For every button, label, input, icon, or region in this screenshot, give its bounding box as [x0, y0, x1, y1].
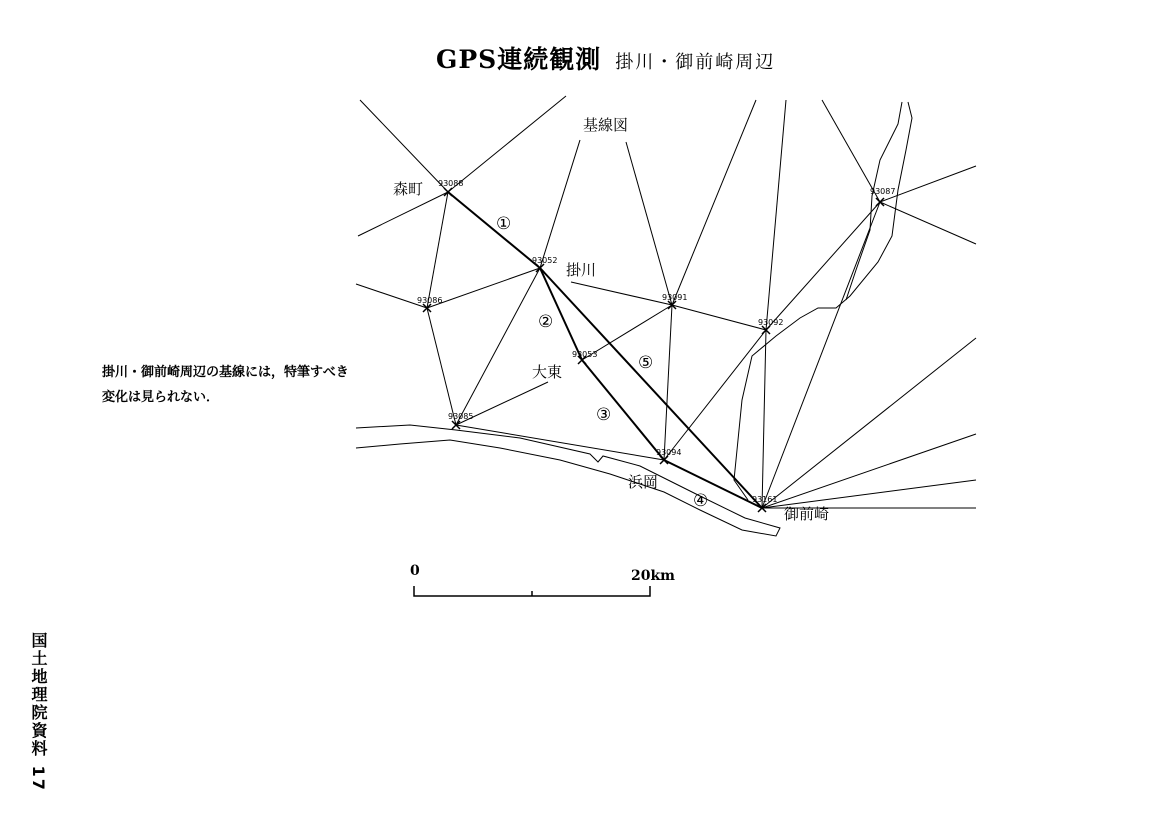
- map-caption: 基線図: [583, 116, 629, 134]
- note-line-2: 変化は見られない．: [102, 390, 220, 405]
- station-id-93053: 93053: [572, 350, 598, 359]
- station-id-93091: 93091: [662, 293, 688, 302]
- coastline: [356, 102, 912, 536]
- place-hamaoka: 浜岡: [628, 473, 659, 491]
- place-kakegawa: 掛川: [566, 261, 597, 279]
- scale-bar: [410, 563, 675, 596]
- observation-note: [102, 360, 349, 410]
- baseline-label-2: ②: [538, 312, 554, 332]
- scale-zero: 0: [410, 563, 420, 579]
- station-marker-93087: [876, 198, 884, 206]
- place-morimachi: 森町: [393, 180, 424, 198]
- station-id-93094: 93094: [656, 448, 682, 457]
- station-id-93092: 93092: [758, 318, 784, 327]
- note-line-1: 掛川・御前崎周辺の基線には，特筆すべき: [102, 365, 349, 380]
- station-marker-93052: [536, 264, 544, 272]
- background-baselines: [356, 96, 976, 508]
- baseline-label-3: ③: [596, 405, 612, 425]
- station-id-93086: 93086: [417, 296, 443, 305]
- baseline-label-1: ①: [496, 214, 512, 234]
- title-sub: 掛川・御前崎周辺: [615, 52, 776, 73]
- station-markers: [423, 188, 884, 512]
- baseline-label-4: ④: [693, 491, 709, 511]
- station-id-93088: 93088: [438, 179, 464, 188]
- station-id-93085: 93085: [448, 412, 474, 421]
- station-id-93052: 93052: [532, 256, 558, 265]
- source-label: 国土地理院資料 17: [29, 632, 48, 792]
- baseline-label-5: ⑤: [638, 353, 654, 373]
- station-id-93087: 93087: [870, 187, 896, 196]
- monitored-baselines: [448, 192, 762, 508]
- scale-max: 20km: [631, 568, 675, 584]
- place-daito: 大東: [532, 363, 563, 381]
- place-omaezaki: 御前崎: [784, 505, 830, 523]
- station-id-93161: 93161: [752, 495, 778, 504]
- title-main: GPS連続観測: [436, 45, 602, 74]
